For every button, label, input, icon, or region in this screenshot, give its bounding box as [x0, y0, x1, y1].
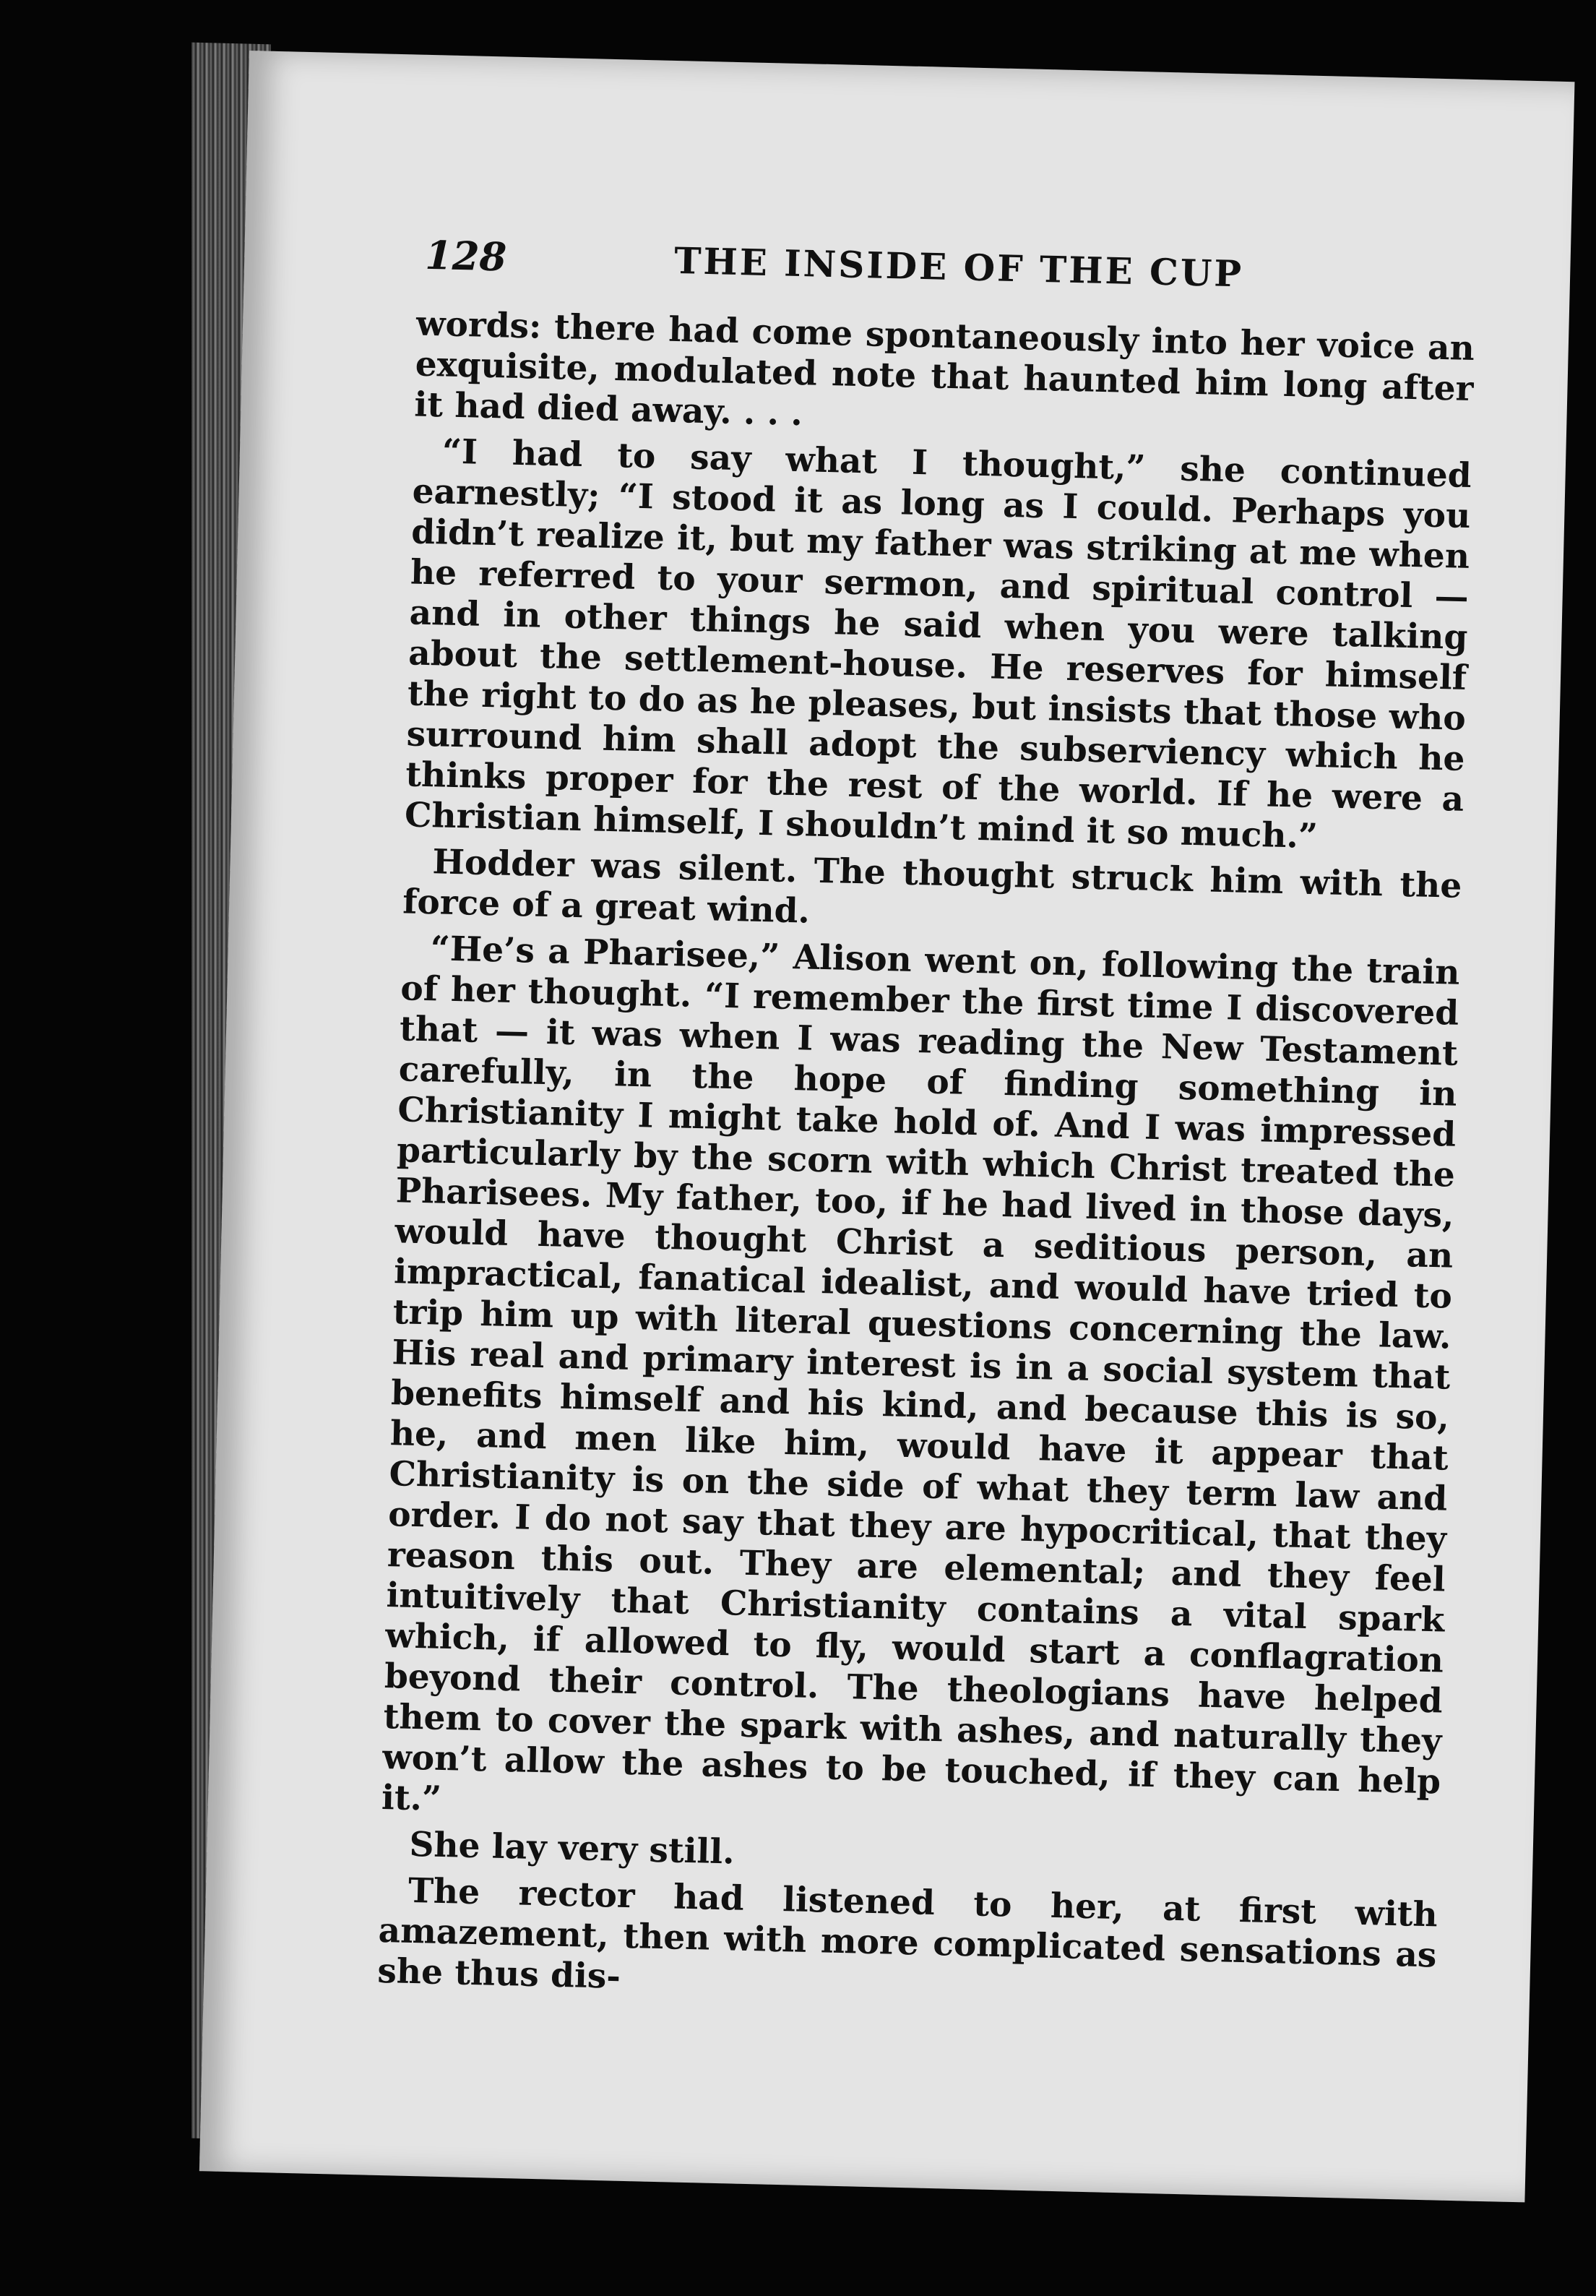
page-number: 128	[424, 231, 507, 280]
paragraph-6: The rector had listened to her, at first with amazement, then with more complicated sensations as she thus dis-	[376, 1870, 1438, 1997]
paragraph-3: Hodder was silent. The thought struck him with the force of a great wind.	[402, 842, 1462, 932]
page-text-body	[377, 304, 1475, 2023]
running-title: THE INSIDE OF THE CUP	[673, 238, 1244, 296]
paragraph-5: She lay very still.	[408, 1824, 736, 1873]
book-page	[199, 51, 1575, 2202]
paragraph-4: “He’s a Pharisee,” Alison went on, following the train of her thought. “I remember the first time I discovered that — it was when I was reading the New Testament carefully, in the hope of finding something in Christianity I might take hold of. And I was impressed particularly by the scorn with which Christ treated the Pharisees. My father, too, if he had lived in those days, would have thought Christ a seditious person, an impractical, fanatical idealist, and would have tried to trip him up with literal questions concerning the law. His real and primary interest is in a social system that benefits himself and his kind, and because this is so, he, and men like him, would have it appear that Christianity is on the side of what they term law and order. I do not say that they are hypocritical, that they reason this out. They are elemental; and they feel intuitively that Christianity contains a vital spark which, if allowed to fly, would start a conflagration beyond their control. The theologians have helped them to cover the spark with ashes, and naturally they won’t allow the ashes to be touched, if they can help it.”	[381, 929, 1461, 1819]
paragraph-2: “I had to say what I thought,” she continued earnestly; “I stood it as long as I could. Perhaps you didn’t realize it, but my father was striking at me when he referred to your sermon, and spiritual control — and in other things he said when you were talking about the settlement-house. He reserves for himself the right to do as he pleases, but insists that those who surround him shall adopt the subserviency which he thinks proper for the rest of the world. If he were a Christian himself, I shouldn’t mind it so much.”	[404, 431, 1472, 857]
paragraph-1: words: there had come spontaneously into her voice an exquisite, modulated note that haunted him long after it had died away. . . .	[413, 304, 1475, 434]
